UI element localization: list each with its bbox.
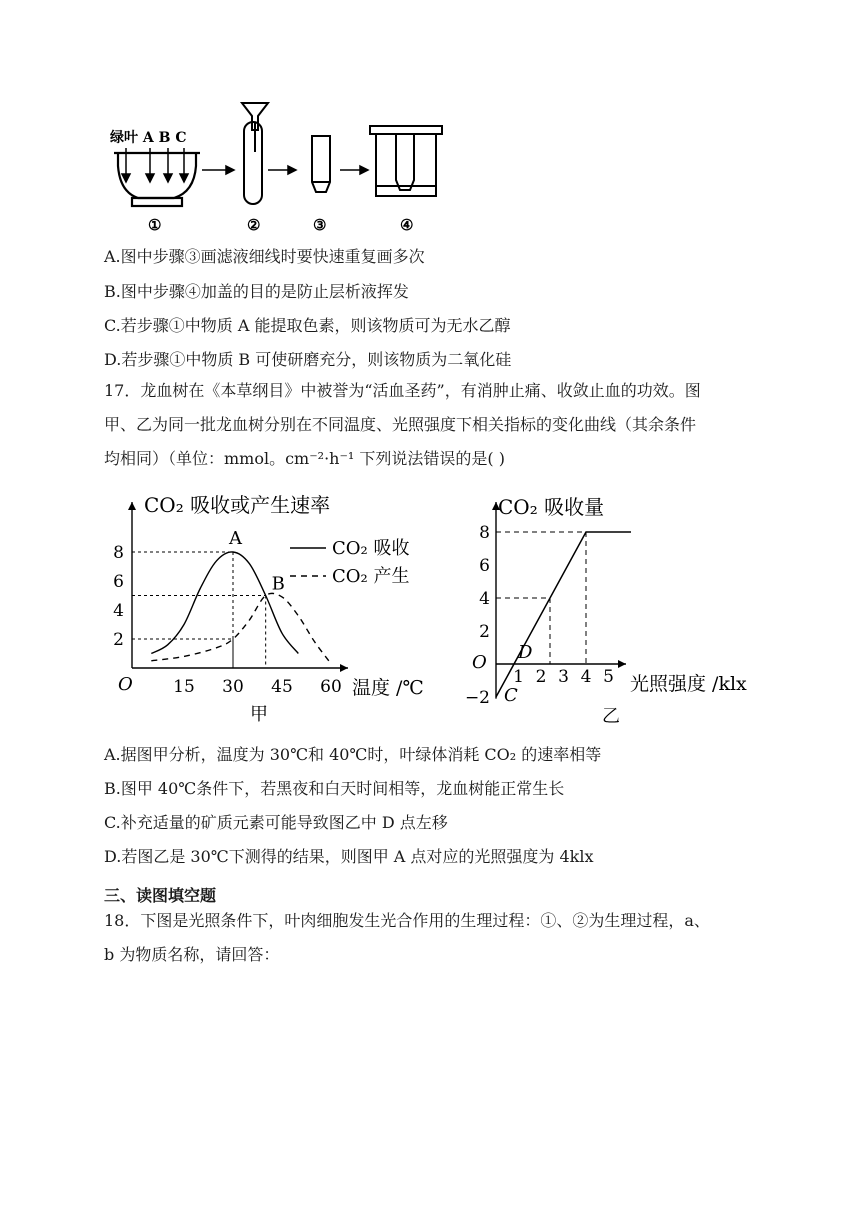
- series-co2-absorb-line: [151, 552, 298, 654]
- q17-stem-line-1: 17．龙血树在《本草纲目》中被誉为“活血圣药”，有消肿止痛、收敛止血的功效。图: [104, 381, 701, 400]
- chart-yi: [456, 488, 786, 728]
- point-label-c: C: [504, 685, 518, 706]
- chart-yi-caption: 乙: [602, 706, 620, 727]
- pigment-extraction-figure: [104, 100, 564, 240]
- q17-stem-line-2: 甲、乙为同一批龙血树分别在不同温度、光照强度下相关指标的变化曲线（其余条件: [104, 415, 697, 434]
- y-tick-label: −2: [464, 688, 490, 708]
- q16-option-a: A.图中步骤③画滤液细线时要快速重复画多次: [104, 247, 425, 266]
- y-tick-label: 8: [479, 523, 490, 543]
- y-tick-label: 4: [113, 601, 124, 621]
- chart-jia-legend: [290, 538, 409, 587]
- y-tick-label: 2: [113, 630, 124, 650]
- step-label-1: ①: [148, 216, 162, 234]
- x-axis-arrow-icon: [618, 660, 626, 668]
- q16-option-d: D.若步骤①中物质 B 可使研磨充分，则该物质为二氧化硅: [104, 350, 512, 369]
- point-label-b: B: [271, 573, 285, 595]
- arrow-2: [268, 166, 296, 174]
- filter-paper-icon: [312, 136, 330, 192]
- x-axis-arrow-icon: [340, 664, 348, 672]
- step-label-4: ④: [400, 216, 414, 234]
- chart-yi-xlabel: 光照强度 /klx: [630, 673, 747, 695]
- series-co2-produce-line: [151, 593, 331, 663]
- y-tick-label: 4: [479, 589, 490, 609]
- x-tick-label: 15: [173, 677, 195, 697]
- x-tick-label: 2: [535, 667, 547, 687]
- q17-option-d: D.若图乙是 30℃下测得的结果，则图甲 A 点对应的光照强度为 4klx: [104, 847, 594, 866]
- q18-stem-line-2: b 为物质名称，请回答：: [104, 945, 280, 964]
- q17-option-c: C.补充适量的矿质元素可能导致图乙中 D 点左移: [104, 813, 448, 832]
- y-axis-arrow-icon: [128, 502, 136, 510]
- q16-option-b: B.图中步骤④加盖的目的是防止层析液挥发: [104, 282, 409, 301]
- funnel-tube-icon: [242, 103, 268, 204]
- fig1-top-label: 绿叶 A B C: [110, 130, 187, 146]
- point-label-a: A: [229, 528, 242, 549]
- x-tick-label: 30: [222, 677, 244, 697]
- step-label-2: ②: [247, 216, 261, 234]
- arrow-3: [340, 166, 368, 174]
- q17-stem-line-3: 均相同）（单位：mmol。cm⁻²·h⁻¹ 下列说法错误的是( ): [104, 449, 505, 468]
- y-tick-label: 8: [113, 543, 124, 563]
- y-tick-label: 2: [479, 622, 490, 642]
- chart-jia-title: CO₂ 吸收或产生速率: [144, 493, 331, 517]
- x-tick-label: 5: [603, 667, 614, 687]
- x-tick-label: 1: [513, 667, 524, 687]
- x-tick-label: 4: [580, 667, 592, 687]
- x-tick-label: 45: [271, 677, 293, 697]
- legend-co2-produce: CO₂ 产生: [332, 566, 410, 587]
- x-tick-label: 60: [320, 677, 342, 697]
- q17-option-b: B.图甲 40℃条件下，若黑夜和白天时间相等，龙血树能正常生长: [104, 779, 565, 798]
- y-tick-label: 6: [113, 572, 124, 592]
- x-tick-label: 3: [558, 667, 569, 687]
- chart-jia-caption: 甲: [250, 704, 268, 725]
- beaker-icon: [370, 126, 442, 196]
- chart-yi-origin: O: [472, 652, 487, 673]
- q17-option-a: A.据图甲分析，温度为 30℃和 40℃时，叶绿体消耗 CO₂ 的速率相等: [104, 745, 602, 764]
- y-tick-label: 6: [479, 556, 490, 576]
- point-label-d: D: [518, 642, 533, 663]
- q16-option-c: C.若步骤①中物质 A 能提取色素，则该物质可为无水乙醇: [104, 316, 511, 335]
- chart-jia-origin: O: [118, 674, 133, 695]
- q18-stem-line-1: 18．下图是光照条件下，叶肉细胞发生光合作用的生理过程：①、②为生理过程，a、: [104, 911, 710, 930]
- section-3-heading: 三、读图填空题: [104, 886, 217, 905]
- chart-yi-title: CO₂ 吸收量: [498, 495, 605, 519]
- step-label-3: ③: [313, 216, 327, 234]
- legend-co2-absorb: CO₂ 吸收: [332, 538, 410, 559]
- arrow-1: [202, 166, 234, 174]
- chart-jia: [104, 488, 444, 728]
- chart-jia-xlabel: 温度 /℃: [352, 677, 424, 699]
